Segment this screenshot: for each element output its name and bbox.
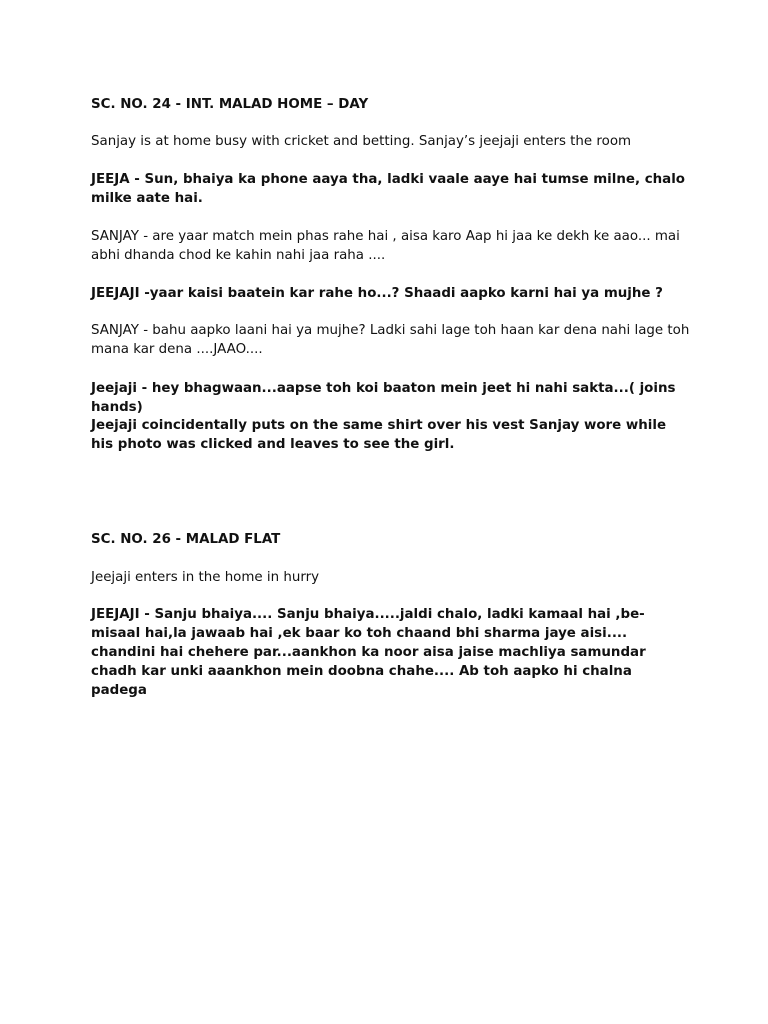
scene-24-jeejaji-dialogue-1: JEEJAJI -yaar kaisi baatein kar rahe ho...? Shaadi aapko karni hai ya mujhe ? [91,286,663,301]
scene-26-jeejaji-dialogue-1: JEEJAJI - Sanju bhaiya.... Sanju bhaiya.....jaldi chalo, ladki kamaal hai ,be-misaal hai,la jawaab hai ,ek baar ko toh chaand bhi sharma jaye aisi.... chandini hai chehere par...aankhon ka noor aisa jaise machliya samundar chadh kar unki aaankhon mein doobna chahe.... Ab toh aapko hi chalna padega [91,607,646,698]
scene-24-action-1: Sanjay is at home busy with cricket and betting. Sanjay’s jeejaji enters the room [91,134,632,149]
scene-26-heading: SC. NO. 26 - MALAD FLAT [91,532,281,547]
scene-26-action-1: Jeejaji enters in the home in hurry [91,570,320,585]
scene-24-sanjay-dialogue-1: SANJAY - are yaar match mein phas rahe hai , aisa karo Aap hi jaa ke dekh ke aao... mai abhi dhanda chod ke kahin nahi jaa raha .... [91,229,680,263]
scene-24-sanjay-dialogue-2: SANJAY - bahu aapko laani hai ya mujhe? Ladki sahi lage toh haan kar dena nahi lage toh mana kar dena ....JAAO.... [91,323,690,357]
scene-24-jeeja-dialogue-1: JEEJA - Sun, bhaiya ka phone aaya tha, ladki vaale aaye hai tumse milne, chalo milke aate hai. [91,172,685,206]
scene-24-action-2: Jeejaji coincidentally puts on the same shirt over his vest Sanjay wore while his photo was clicked and leaves to see the girl. [91,418,667,452]
scene-24-heading: SC. NO. 24 - INT. MALAD HOME – DAY [91,97,369,112]
scene-24-jeejaji-dialogue-2: Jeejaji - hey bhagwaan...aapse toh koi baaton mein jeet hi nahi sakta...( joins hands) [91,381,676,415]
